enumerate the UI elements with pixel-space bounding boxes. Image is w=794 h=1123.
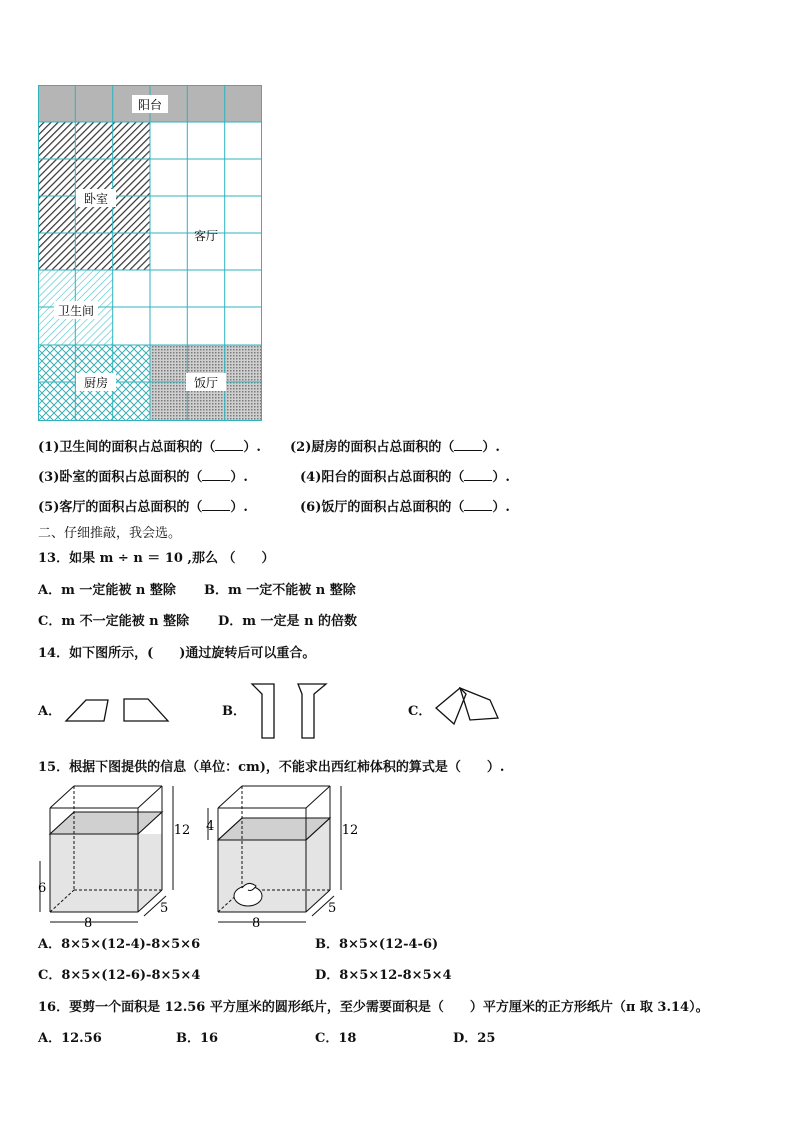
q14-option-a[interactable]: A． xyxy=(38,704,62,719)
fig2-depth-label: 5 xyxy=(328,901,337,916)
fig1-depth-label: 5 xyxy=(160,901,169,916)
q14-quadrilaterals-figure xyxy=(432,684,504,728)
q-area-1: (1)卫生间的面积占总面积的（ ）. xyxy=(38,440,261,455)
q15-option-d[interactable]: D．8×5×12-8×5×4 xyxy=(315,968,452,983)
q15-option-c[interactable]: C．8×5×(12-6)-8×5×4 xyxy=(38,968,201,983)
q-area-4: (4)阳台的面积占总面积的（ ）. xyxy=(300,470,510,485)
q13-option-b[interactable]: B．m 一定不能被 n 整除 xyxy=(204,583,356,598)
bedroom-label: 卧室 xyxy=(83,192,109,206)
kitchen-label: 厨房 xyxy=(83,376,109,390)
q14-option-c[interactable]: C． xyxy=(408,704,432,719)
section-2-heading: 二、仔细推敲，我会选。 xyxy=(38,526,182,541)
q15-option-a[interactable]: A．8×5×(12-4)-8×5×6 xyxy=(38,937,201,952)
fig1-height-label: 12 xyxy=(173,823,191,838)
fig2-width-label: 8 xyxy=(252,916,261,931)
q13-stem: 13．如果 m ÷ n ＝ 10 ,那么 （ ） xyxy=(38,551,275,566)
q15-container-tomato-figure xyxy=(204,782,359,931)
q14-trapezoids-figure xyxy=(62,694,174,726)
balcony-label: 阳台 xyxy=(137,98,163,112)
q-area-5: (5)客厅的面积占总面积的（ ）. xyxy=(38,500,248,515)
q14-stem: 14．如下图所示，( )通过旋转后可以重合。 xyxy=(38,646,316,661)
fig2-height-label: 12 xyxy=(341,823,359,838)
q16-option-b[interactable]: B．16 xyxy=(176,1031,219,1046)
q13-option-c[interactable]: C．m 不一定能被 n 整除 xyxy=(38,614,190,629)
living-label: 客厅 xyxy=(193,229,219,243)
fig1-water-label: 6 xyxy=(38,881,47,896)
bathroom-label: 卫生间 xyxy=(57,304,95,318)
q16-stem: 16．要剪一个面积是 12.56 平方厘米的圆形纸片，至少需要面积是（ ）平方厘米的正方形纸片（π 取 3.14）。 xyxy=(38,1000,709,1015)
q15-option-b[interactable]: B．8×5×(12-4-6) xyxy=(315,937,439,952)
q16-option-c[interactable]: C．18 xyxy=(315,1031,357,1046)
q-area-2: (2)厨房的面积占总面积的（ ）. xyxy=(290,440,500,455)
q13-option-a[interactable]: A．m 一定能被 n 整除 xyxy=(38,583,176,598)
q14-option-b[interactable]: B． xyxy=(222,704,246,719)
q14-l-shapes-figure xyxy=(248,680,332,742)
q13-option-d[interactable]: D．m 一定是 n 的倍数 xyxy=(218,614,358,629)
fig2-rise-label: 4 xyxy=(206,819,215,834)
fig1-width-label: 8 xyxy=(84,916,93,931)
floor-plan-diagram xyxy=(38,85,262,421)
q16-option-d[interactable]: D．25 xyxy=(453,1031,496,1046)
dining-label: 饭厅 xyxy=(193,376,219,390)
q-area-6: (6)饭厅的面积占总面积的（ ）. xyxy=(300,500,510,515)
q-area-3: (3)卧室的面积占总面积的（ ）. xyxy=(38,470,248,485)
q16-option-a[interactable]: A．12.56 xyxy=(38,1031,102,1046)
q15-container-water-figure xyxy=(36,782,191,931)
q15-stem: 15．根据下图提供的信息（单位：cm)，不能求出西红柿体积的算式是（ ）. xyxy=(38,760,505,775)
